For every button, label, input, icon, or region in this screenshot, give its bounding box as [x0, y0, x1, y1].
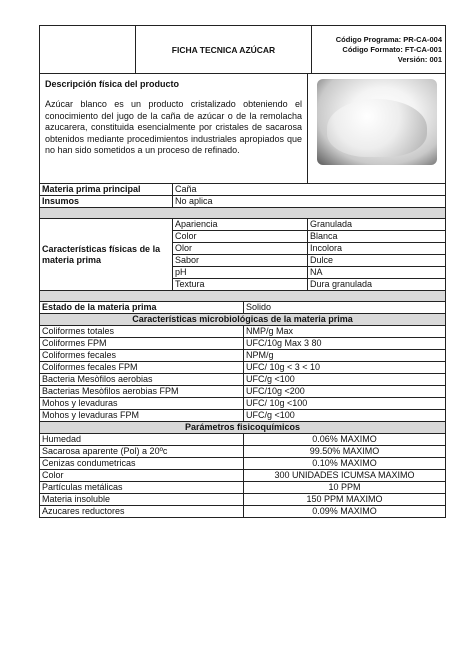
- physchem-section-title: Parámetros fisicoquímicos: [40, 422, 446, 434]
- header-table: [39, 25, 446, 74]
- physical-key: Apariencia: [173, 219, 308, 231]
- physical-key: pH: [173, 267, 308, 279]
- physical-value: Dulce: [308, 255, 446, 267]
- micro-value: UFC/10g Max 3 80: [244, 338, 446, 350]
- physchem-value: 0.10% MAXIMO: [244, 458, 446, 470]
- physchem-key: Azucares reductores: [40, 506, 244, 518]
- physchem-key: Color: [40, 470, 244, 482]
- micro-key: Bacteria Mesòfilos aerobias: [40, 374, 244, 386]
- physchem-key: Humedad: [40, 434, 244, 446]
- micro-value: UFC/g <100: [244, 374, 446, 386]
- micro-key: Bacterias Mesòfilos aerobias FPM: [40, 386, 244, 398]
- section-separator: [40, 291, 446, 302]
- physchem-value: 10 PPM: [244, 482, 446, 494]
- product-photo-cell: [308, 74, 446, 184]
- micro-key: Mohos y levaduras FPM: [40, 410, 244, 422]
- physical-value: NA: [308, 267, 446, 279]
- logo-cell: [40, 26, 136, 74]
- description-title: Descripción física del producto: [45, 79, 180, 89]
- micro-key: Coliformes fecales FPM: [40, 362, 244, 374]
- spec-table: [39, 183, 446, 518]
- micro-section-title: Características microbiológicas de la materia prima: [40, 314, 446, 326]
- physical-label: Características físicas de la materia prima: [40, 219, 173, 291]
- state-label: Estado de la materia prima: [40, 302, 244, 314]
- physchem-value: 0.06% MAXIMO: [244, 434, 446, 446]
- description-body: Azúcar blanco es un producto cristalizado obteniendo el conocimiento del jugo de la caña de azúcar o de la remolacha azucarera, constituida esencialmente por cristales de sacarosa obtenidos mediante procedimientos industriales apropiados que no han sido sometidos a un proceso de refinado.: [45, 99, 302, 155]
- code-format: Código Formato: FT-CA-001: [342, 44, 442, 54]
- micro-value: UFC/ 10g < 3 < 10: [244, 362, 446, 374]
- micro-key: Coliformes totales: [40, 326, 244, 338]
- physical-value: Incolora: [308, 243, 446, 255]
- micro-value: NMP/g Max: [244, 326, 446, 338]
- micro-key: Coliformes FPM: [40, 338, 244, 350]
- physchem-value: 0.09% MAXIMO: [244, 506, 446, 518]
- physchem-value: 300 UNIDADES ICUMSA MAXIMO: [244, 470, 446, 482]
- physical-key: Sabor: [173, 255, 308, 267]
- code-program: Código Programa: PR-CA-004: [335, 34, 442, 44]
- document-title: FICHA TECNICA AZÚCAR: [136, 26, 312, 74]
- raw-material-label: Materia prima principal: [40, 184, 173, 196]
- physical-key: Color: [173, 231, 308, 243]
- micro-key: Mohos y levaduras: [40, 398, 244, 410]
- physical-key: Olor: [173, 243, 308, 255]
- physchem-key: Partículas metálicas: [40, 482, 244, 494]
- physchem-key: Materia insoluble: [40, 494, 244, 506]
- micro-value: NPM/g: [244, 350, 446, 362]
- physchem-value: 99.50% MAXIMO: [244, 446, 446, 458]
- state-value: Solido: [244, 302, 446, 314]
- physical-key: Textura: [173, 279, 308, 291]
- micro-key: Coliformes fecales: [40, 350, 244, 362]
- physchem-key: Cenizas condumetricas: [40, 458, 244, 470]
- physical-value: Dura granulada: [308, 279, 446, 291]
- raw-material-value: Caña: [173, 184, 446, 196]
- physchem-value: 150 PPM MAXIMO: [244, 494, 446, 506]
- section-separator: [40, 208, 446, 219]
- version: Versión: 001: [397, 54, 442, 64]
- micro-value: UFC/10g <200: [244, 386, 446, 398]
- inputs-value: No aplica: [173, 196, 446, 208]
- physchem-key: Sacarosa aparente (Pol) a 20ºc: [40, 446, 244, 458]
- micro-value: UFC/ 10g <100: [244, 398, 446, 410]
- description-table: [39, 73, 446, 184]
- physical-value: Granulada: [308, 219, 446, 231]
- micro-value: UFC/g <100: [244, 410, 446, 422]
- inputs-label: Insumos: [40, 196, 173, 208]
- document-codes: [312, 26, 446, 74]
- description-cell: [40, 74, 308, 184]
- physical-value: Blanca: [308, 231, 446, 243]
- sugar-photo: [317, 79, 437, 165]
